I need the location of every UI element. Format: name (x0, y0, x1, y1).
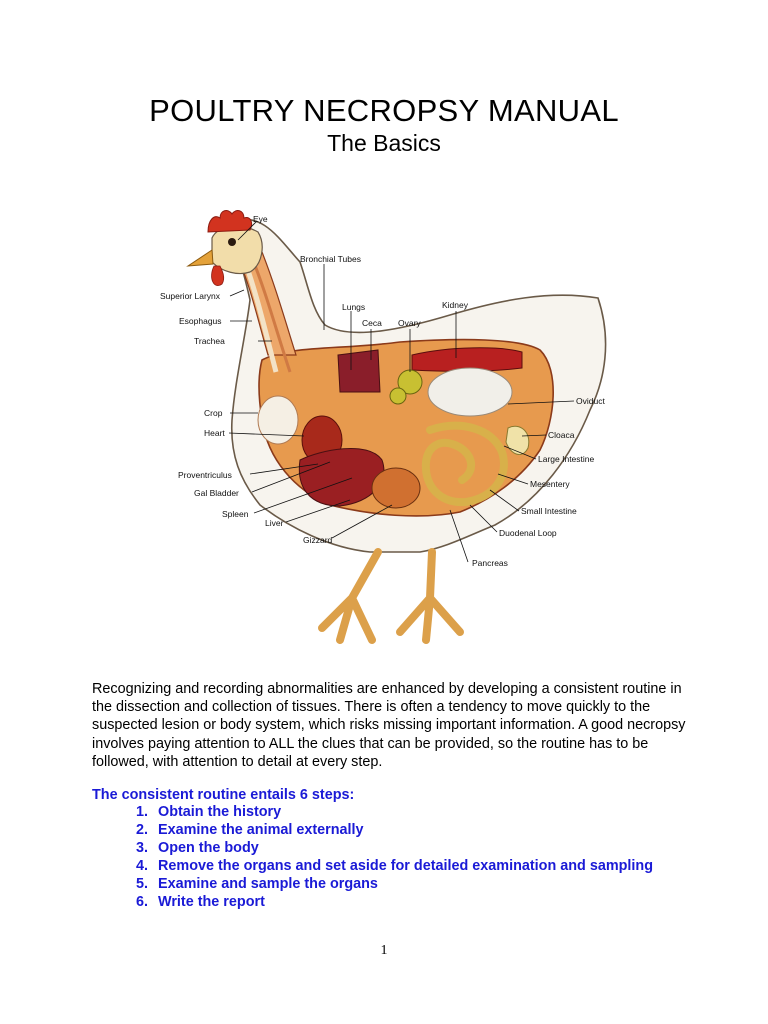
label-proventriculus: Proventriculus (178, 470, 232, 480)
chicken-anatomy-diagram (0, 200, 768, 660)
label-cloaca: Cloaca (548, 430, 575, 440)
step-number: 4. (136, 858, 149, 874)
steps-heading: The consistent routine entails 6 steps: (92, 787, 355, 803)
label-trachea: Trachea (194, 336, 225, 346)
step-number: 3. (136, 840, 149, 856)
step-item (136, 875, 653, 893)
label-duodenal-loop: Duodenal Loop (499, 528, 557, 538)
step-text: Examine the animal externally (158, 822, 364, 838)
lungs-drawing (338, 350, 380, 392)
beak (188, 250, 213, 266)
step-number: 1. (136, 804, 149, 820)
label-pancreas: Pancreas (472, 558, 508, 568)
label-ovary: Ovary (398, 318, 421, 328)
step-item (136, 857, 653, 875)
intro-paragraph: Recognizing and recording abnormalities are enhanced by developing a consistent routine in the dissection and collection of tissues. There is often a tendency to move quickly to the suspected lesion or body system, which risks missing important information. A good necropsy involves paying attention to ALL the clues that can be provided, so the routine has to be followed, with attention to detail at every step. (92, 681, 686, 770)
step-item (136, 821, 653, 839)
label-ceca: Ceca (362, 318, 382, 328)
label-liver: Liver (265, 518, 284, 528)
label-oviduct: Oviduct (576, 396, 605, 406)
step-text: Obtain the history (158, 804, 282, 820)
step-number: 6. (136, 894, 149, 910)
left-leg (322, 552, 378, 640)
label-lungs: Lungs (342, 302, 366, 312)
label-spleen: Spleen (222, 509, 249, 519)
eye-drawing (228, 238, 236, 246)
label-eye: Eye (253, 214, 268, 224)
step-item (136, 893, 653, 911)
step-number: 2. (136, 822, 149, 838)
label-bronchial-tubes: Bronchial Tubes (300, 254, 361, 264)
gizzard-drawing (372, 468, 420, 508)
page-number: 1 (380, 943, 388, 958)
label-mesentery: Mesentery (530, 479, 570, 489)
crop-drawing (258, 396, 298, 444)
label-esophagus: Esophagus (179, 316, 222, 326)
step-text: Examine and sample the organs (158, 876, 378, 892)
label-superior-larynx: Superior Larynx (160, 291, 221, 301)
right-leg (400, 552, 460, 640)
label-crop: Crop (204, 408, 223, 418)
step-item (136, 839, 653, 857)
step-text: Remove the organs and set aside for detailed examination and sampling (158, 858, 654, 874)
steps-list (136, 803, 653, 911)
oviduct-drawing (428, 368, 512, 416)
label-gizzard: Gizzard (303, 535, 333, 545)
document-subtitle: The Basics (327, 130, 441, 156)
label-gall-bladder: Gal Bladder (194, 488, 239, 498)
step-number: 5. (136, 876, 149, 892)
document-title: POULTRY NECROPSY MANUAL (149, 93, 619, 128)
ovary-drawing-2 (390, 388, 406, 404)
comb (208, 211, 252, 232)
label-heart: Heart (204, 428, 225, 438)
label-small-intestine: Small Intestine (521, 506, 577, 516)
label-large-intestine: Large Intestine (538, 454, 595, 464)
step-text: Write the report (158, 894, 265, 910)
step-item (136, 803, 653, 821)
label-kidney: Kidney (442, 300, 468, 310)
step-text: Open the body (158, 840, 259, 856)
